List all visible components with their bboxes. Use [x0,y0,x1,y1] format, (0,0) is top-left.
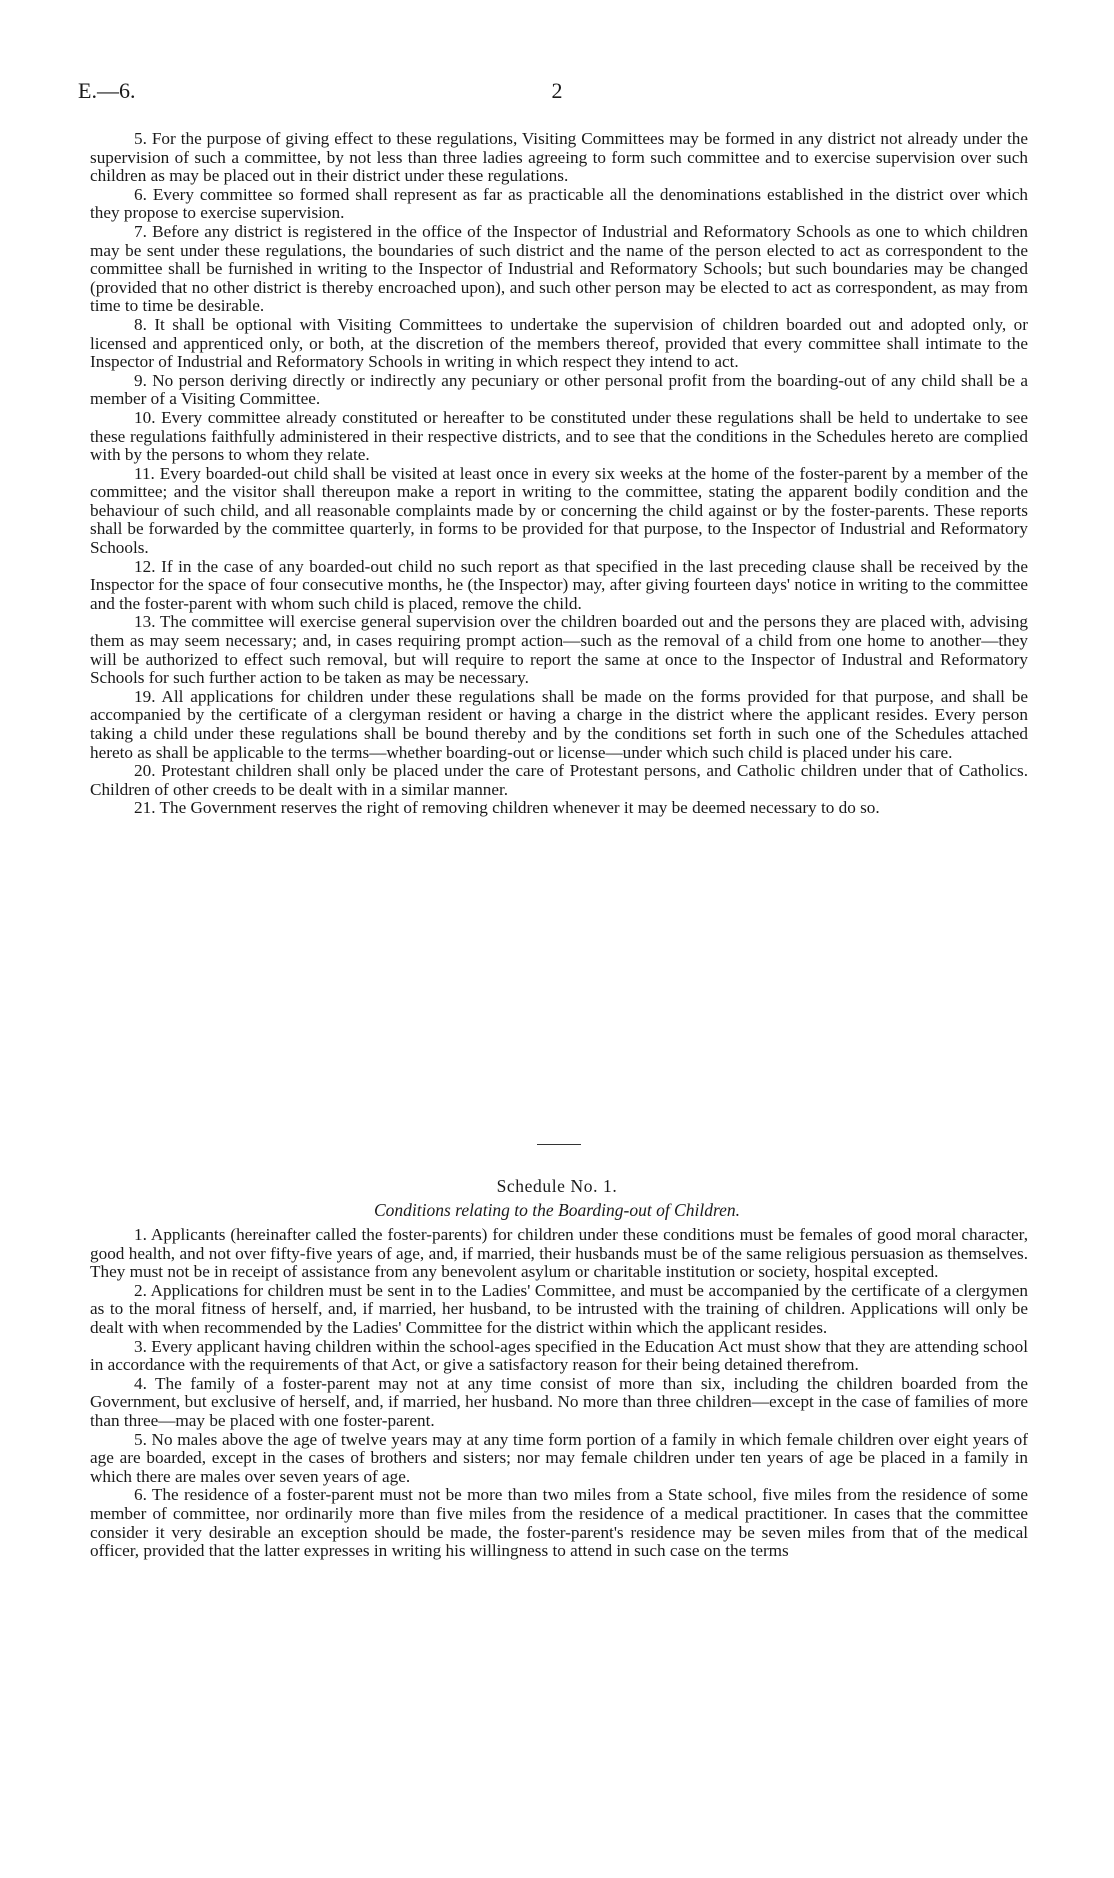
schedule-conditions [90,1226,1028,1561]
condition-paragraph: 3. Every applicant having children within the school-ages specified in the Education Act must show that they are attending school in accordance with the requirements of that Act, or give a satisfactory reason for their being detained therefrom. [90,1336,1028,1375]
regulation-paragraph: 5. For the purpose of giving effect to these regulations, Visiting Committees may be formed in any district not already under the supervision of such a committee, by not less than three ladies agreeing to form such committee and to exercise supervision over such children as may be placed out in their district under these regulations. [90,129,1028,186]
regulation-paragraph: 21. The Government reserves the right of removing children whenever it may be deemed necessary to do so. [134,798,880,818]
condition-paragraph: 4. The family of a foster-parent may not at any time consist of more than six, including the children boarded from the Government, but exclusive of herself, and, if married, her husband. No more than three children—except in the case of families of more than three—may be placed with one foster-parent. [90,1373,1028,1430]
regulation-paragraph: 19. All applications for children under these regulations shall be made on the forms provided for that purpose, and shall be accompanied by the certificate of a clergyman resident or having a charge in the district where the applicant resides. Every person taking a child under these regulations shall be bound thereby and by the conditions set forth in such one of the Schedules attached hereto as shall be applicable to the terms—whether boarding-out or license—under which such child is placed under his care. [90,686,1028,762]
regulation-paragraph: 6. Every committee so formed shall represent as far as practicable all the denominations established in the district over which they propose to exercise supervision. [90,184,1028,223]
condition-paragraph: 2. Applications for children must be sent in to the Ladies' Committee, and must be accompanied by the certificate of a clergymen as to the moral fitness of herself, and, if married, her husband, to be intrusted with the training of children. Applications will only be dealt with when recommended by the Ladies' Committee for the district within which the applicant resides. [90,1280,1028,1337]
condition-paragraph: 5. No males above the age of twelve years may at any time form portion of a family in which female children over eight years of age are boarded, except in the cases of brothers and sisters; nor may female children under ten years of age be placed in a family in which there are males over seven years of age. [90,1429,1028,1486]
schedule-title: Schedule No. 1. [496,1176,618,1196]
regulation-paragraph: 20. Protestant children shall only be placed under the care of Protestant persons, and Catholic children under that of Catholics. Children of other creeds to be dealt with in a similar manner. [90,761,1028,799]
condition-paragraph: 6. The residence of a foster-parent must not be more than two miles from a State school, five miles from the residence of some member of committee, nor ordinarily more than five miles from the residence of a medical practitioner. In cases that the committee consider it very desirable an exception should be made, the foster-parent's residence may be seven miles from that of the medical officer, provided that the latter expresses in writing his willingness to attend in such case on the terms [90,1485,1028,1561]
page-header [78,78,1036,106]
regulation-paragraph: 10. Every committee already constituted or hereafter to be constituted under these regulations shall be held to undertake to see these regulations faithfully administered in their respective districts, and to see that the conditions in the Schedules hereto are complied with by the persons to whom they relate. [90,407,1028,465]
condition-paragraph: 1. Applicants (hereinafter called the foster-parents) for children under these conditions must be females of good moral character, good health, and not over fifty-five years of age, and, if married, their husbands must be of the same religious persuasion as themselves. They must not be in receipt of assistance from any benevolent asylum or charitable institution or society, hospital excepted. [90,1225,1028,1282]
regulation-paragraph: 9. No person deriving directly or indirectly any pecuniary or other personal profit from the boarding-out of any child shall be a member of a Visiting Committee. [90,370,1028,409]
regulations-section [90,130,1028,818]
regulation-paragraph: 7. Before any district is registered in the office of the Inspector of Industrial and Reformatory Schools as one to which children may be sent under these regulations, the boundaries of such district and the name of the person elected to act as correspondent to the committee shall be furnished in writing to the Inspector of Industrial and Reformatory Schools; but such boundaries may be changed (provided that no other district is thereby encroached upon), and such other person may be elected to act as correspondent, as may from time to time be desirable. [90,221,1028,316]
section-divider [537,1144,581,1145]
regulation-paragraph: 13. The committee will exercise general supervision over the children boarded out and the persons they are placed with, advising them as may seem necessary; and, in cases requiring prompt action—such as the removal of a child from one home to another—they will be authorized to effect such removal, but will require to report the same at once to the Inspector of Industral and Reformatory Schools for such further action to be taken as may be necessary. [90,612,1028,688]
document-reference: E.—6. [78,78,136,103]
regulation-paragraph: 11. Every boarded-out child shall be visited at least once in every six weeks at the home of the foster-parent by a member of the committee; and the visitor shall thereupon make a report in writing to the committee, stating the apparent bodily condition and the behaviour of such child, and all reasonable complaints made by or concerning the child against or by the foster-parents. These reports shall be forwarded by the committee quarterly, in forms to be provided for that purpose, to the Inspector of Industrial and Reformatory Schools. [90,463,1028,558]
page-number: 2 [551,78,563,103]
regulation-paragraph: 8. It shall be optional with Visiting Committees to undertake the supervision of children boarded out and adopted only, or licensed and apprenticed only, or both, at the discretion of the members thereof, provided that every committee shall intimate to the Inspector of Industrial and Reformatory Schools in writing in which respect they intend to act. [90,314,1028,372]
regulation-paragraph: 12. If in the case of any boarded-out child no such report as that specified in the last preceding clause shall be received by the Inspector for the space of four consecutive months, he (the Inspector) may, after giving fourteen days' notice in writing to the committee and the foster-parent with whom such child is placed, remove the child. [90,556,1028,613]
schedule-subtitle: Conditions relating to the Boarding-out of Children. [373,1200,741,1220]
